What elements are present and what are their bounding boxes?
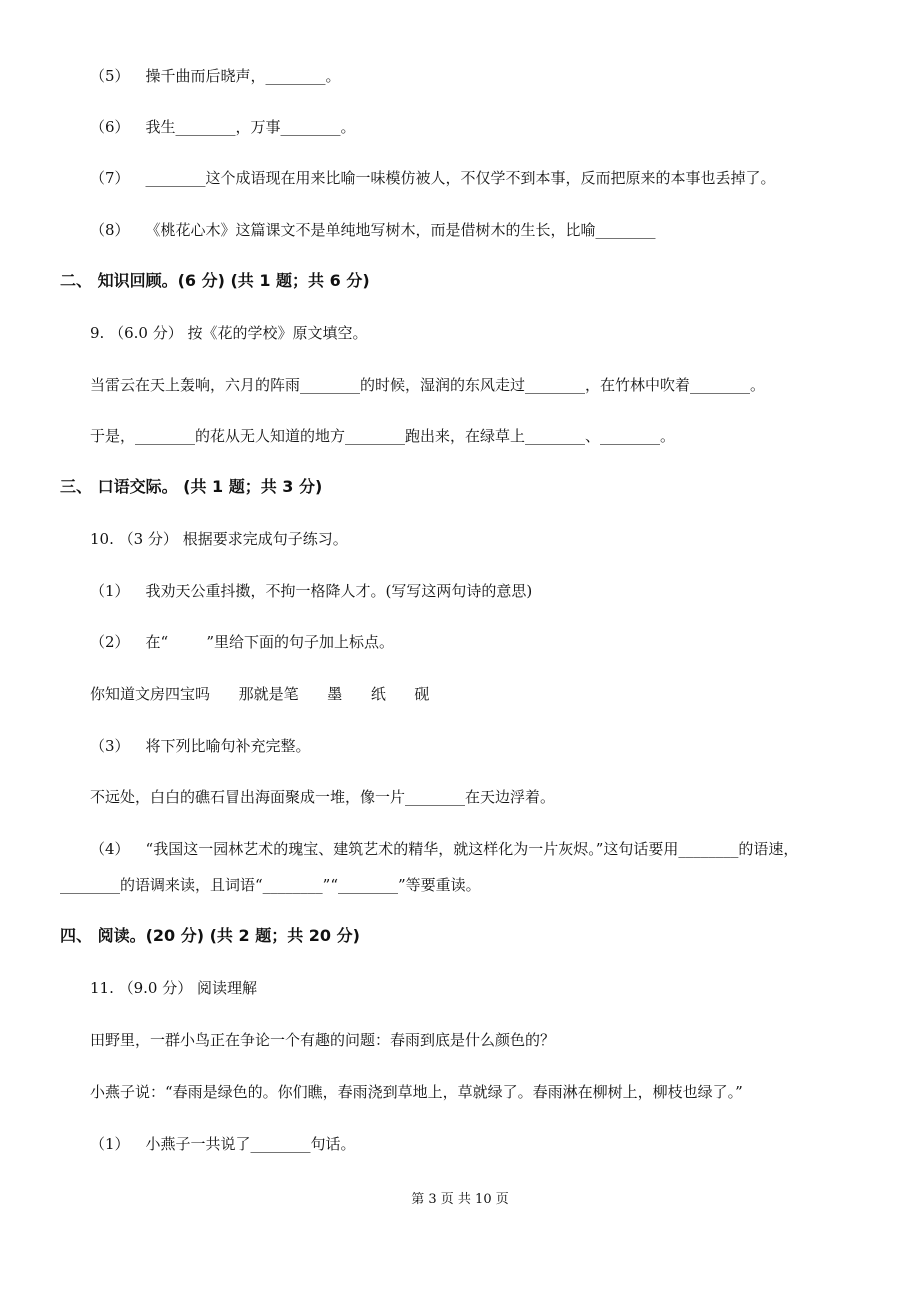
- item-8: [0, 220, 920, 240]
- section-3-title: 三、 口语交际。 (共 1 题；共 3 分): [60, 477, 323, 496]
- sub-text: 将下列比喻句补充完整。: [145, 737, 311, 755]
- item-text: 我生________，万事________。: [145, 118, 356, 136]
- question-9-line-1: 当雷云在天上轰响，六月的阵雨________的时候，湿润的东风走过________，在竹林中吹着________。: [90, 376, 766, 394]
- item-text: 《桃花心木》这篇课文不是单纯地写树木，而是借树木的生长，比喻________: [145, 221, 656, 239]
- item-6: [0, 117, 920, 137]
- sub-text: 我劝天公重抖擞，不拘一格降人才。(写写这两句诗的意思): [145, 582, 533, 600]
- q10-sub-3: [0, 736, 920, 756]
- sub-text: 在“ ”里给下面的句子加上标点。: [145, 633, 395, 651]
- q11-sub-1: [0, 1134, 920, 1154]
- section-4-title: 四、 阅读。(20 分) (共 2 题；共 20 分): [60, 926, 360, 945]
- sub-number: （1）: [90, 1135, 130, 1153]
- question-11: 11. （9.0 分） 阅读理解: [90, 979, 258, 997]
- reading-para-2: 小燕子说：“春雨是绿色的。你们瞧，春雨浇到草地上，草就绿了。春雨淋在柳树上，柳枝也绿了。”: [90, 1083, 743, 1101]
- item-number: （5）: [90, 67, 130, 85]
- q10-sub-4-cont: ________的语调来读，且词语“________”“________”等要重读。: [60, 876, 481, 894]
- sub-text: 小燕子一共说了________句话。: [145, 1135, 356, 1153]
- q10-sub-3-sentence: 不远处，白白的礁石冒出海面聚成一堆，像一片________在天边浮着。: [90, 788, 556, 806]
- sub-number: （1）: [90, 582, 130, 600]
- q10-sub-1: [0, 581, 920, 601]
- question-9-line-2: 于是，________的花从无人知道的地方________跑出来，在绿草上________、________。: [90, 427, 676, 445]
- section-2-title: 二、 知识回顾。(6 分) (共 1 题；共 6 分): [60, 271, 370, 290]
- item-7: [0, 168, 920, 188]
- sub-number: （3）: [90, 737, 130, 755]
- page-footer: 第 3 页 共 10 页: [411, 1192, 509, 1207]
- reading-para-1: 田野里，一群小鸟正在争论一个有趣的问题：春雨到底是什么颜色的？: [90, 1031, 556, 1049]
- q10-sub-4: [0, 839, 920, 859]
- question-10: 10. （3 分） 根据要求完成句子练习。: [90, 530, 348, 548]
- question-9: 9. （6.0 分） 按《花的学校》原文填空。: [90, 324, 368, 342]
- sub-number: （2）: [90, 633, 130, 651]
- item-5: [0, 66, 920, 86]
- q10-sub-2: [0, 632, 920, 652]
- item-number: （6）: [90, 118, 130, 136]
- item-number: （7）: [90, 169, 130, 187]
- item-number: （8）: [90, 221, 130, 239]
- sub-text: “我国这一园林艺术的瑰宝、建筑艺术的精华，就这样化为一片灰烬。”这句话要用________的语速，: [145, 840, 799, 858]
- q10-sub-2-sentence: 你知道文房四宝吗 那就是笔 墨 纸 砚: [90, 685, 430, 703]
- item-text: 操千曲而后晓声，________。: [145, 67, 341, 85]
- sub-number: （4）: [90, 840, 130, 858]
- item-text: ________这个成语现在用来比喻一味模仿被人，不仅学不到本事，反而把原来的本事也丢掉了。: [145, 169, 776, 187]
